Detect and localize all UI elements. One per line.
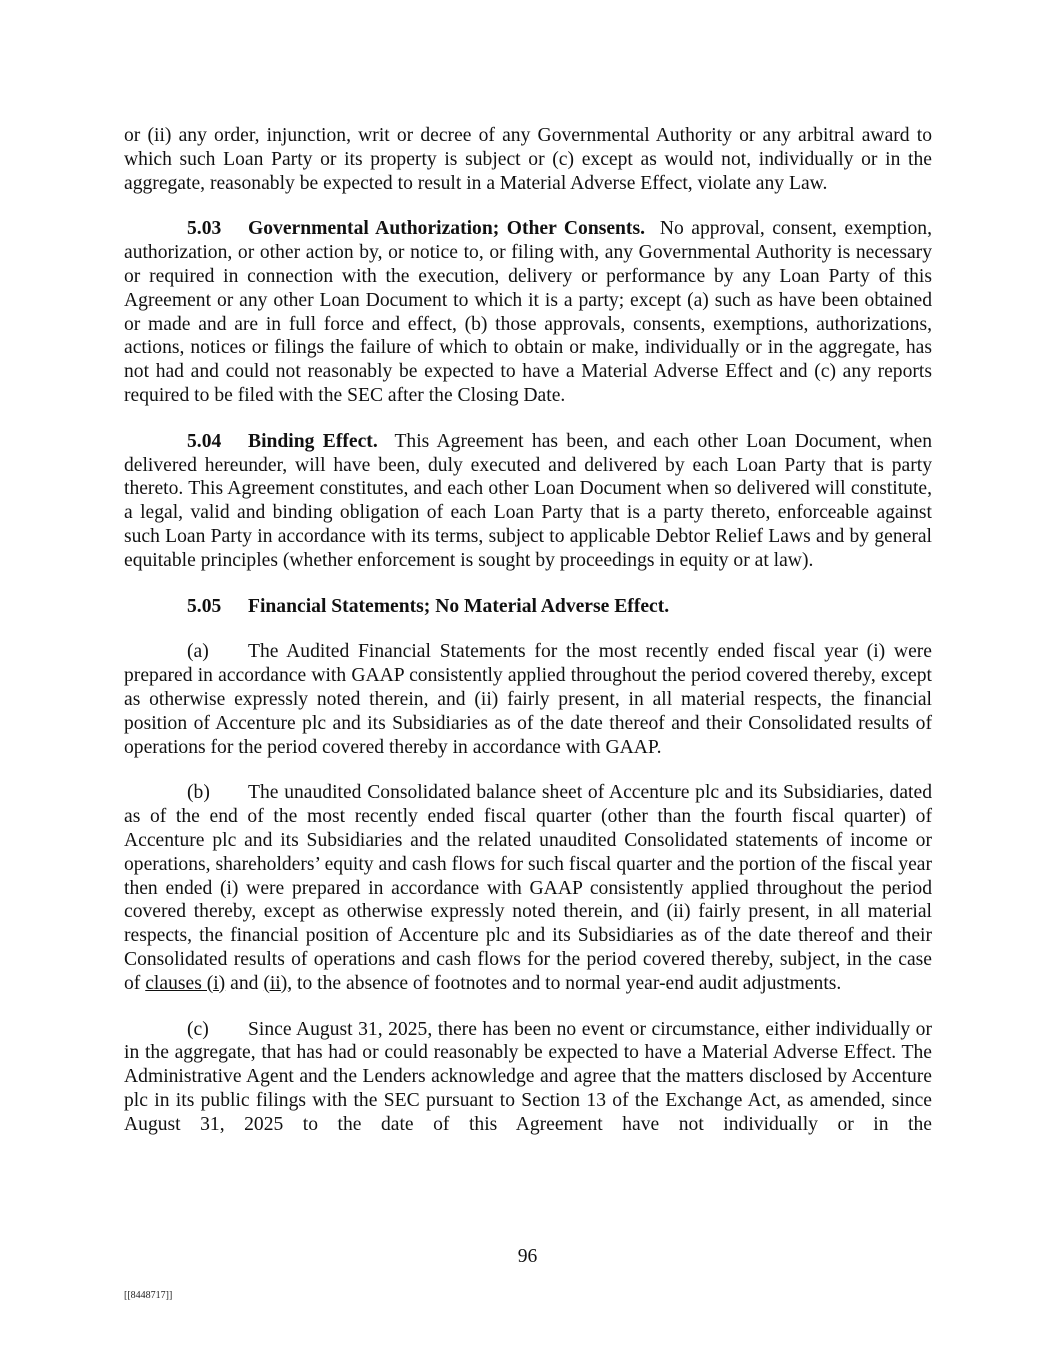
section-5-03 [124, 217, 932, 407]
section-number: 5.03 [187, 218, 222, 240]
clause-label: (b) [187, 782, 210, 804]
clause-text: The unaudited Consolidated balance sheet of Accenture plc and its Subsidiaries, dated as of the end of the most recently ended fiscal quarter (other than the fourth fiscal quarter) of Accenture plc and its Subsidiaries and the related unaudited Consolidated statements of income or operations, shareholders’ equity and cash flows for such fiscal quarter and the portion of the fiscal year then ended (i) were prepared in accordance with GAAP consistently applied throughout the period covered thereby, except as otherwise expressly noted therein, and (ii) fairly present, in all material respects, the financial position of Accenture plc and its Subsidiaries as of the date thereof and their Consolidated results of operations and cash flows for the period covered thereby, subject, in the case of [124, 782, 932, 994]
clause-text: Since August 31, 2025, there has been no event or circumstance, either individually or in the aggregate, that has had or could reasonably be expected to have a Material Adverse Effect. The Administrative Agent and the Lenders acknowledge and agree that the matters disclosed by Accenture plc in its public filings with the SEC pursuant to Section 13 of the Exchange Act, as amended, since August 31, 2025 to the date of this Agreement have not individually or in the [124, 1018, 932, 1135]
clause-label: (a) [187, 641, 209, 663]
clause-text: and [225, 972, 264, 994]
clause-text: , to the absence of footnotes and to normal year-end audit adjustments. [287, 972, 842, 994]
section-number: 5.05 [187, 595, 222, 617]
section-body: This Agreement has been, and each other Loan Document, when delivered hereunder, will have been, duly executed and delivered by each Loan Party that is party thereto. This Agreement constitutes, and each other Loan Document when so delivered will constitute, a legal, valid and binding obligation of each Loan Party that is a party thereto, enforceable against such Loan Party in accordance with its terms, subject to applicable Debtor Relief Laws and by general equitable principles (whether enforcement is sought by proceedings in equity or at law). [124, 430, 933, 571]
section-5-05-heading [124, 595, 932, 619]
section-5-04 [124, 430, 932, 573]
section-number: 5.04 [187, 430, 222, 452]
section-title: Governmental Authorization; Other Consents. [248, 218, 645, 240]
clause-label: (c) [187, 1018, 209, 1040]
continuation-paragraph: or (ii) any order, injunction, writ or decree of any Governmental Authority or any arbitral award to which such Loan Party or its property is subject or (c) except as would not, individually or in the aggregate, reasonably be expected to result in a Material Adverse Effect, violate any Law. [124, 125, 932, 194]
clause-b [124, 781, 932, 995]
clause-c [124, 1018, 932, 1137]
document-page [124, 124, 932, 1136]
section-body: No approval, consent, exemption, authorization, or other action by, or notice to, or filing with, any Governmental Authority is necessary or required in connection with the execution, delivery or performance by any Loan Party of this Agreement or any other Loan Document to which it is a party; except (a) such as have been obtained or made and are in full force and effect, (b) those approvals, consents, exemptions, authorizations, actions, notices or filings the failure of which to obtain or make, individually or in the aggregate, has not had and could not reasonably be expected to have a Material Adverse Effect and (c) any reports required to be filed with the SEC after the Closing Date. [124, 218, 932, 406]
clause-reference: (ii) [263, 972, 288, 994]
clause-text: The Audited Financial Statements for the most recently ended fiscal year (i) were prepared in accordance with GAAP consistently applied throughout the period covered thereby, except as otherwise expressly noted therein, and (ii) fairly present, in all material respects, the financial position of Accenture plc and its Subsidiaries as of the date thereof and their Consolidated results of operations for the period covered thereby in accordance with GAAP. [124, 641, 932, 758]
page-number: 96 [517, 1246, 538, 1267]
clause-reference: clauses (i) [145, 972, 226, 994]
document-id: [[8448717]] [124, 1290, 173, 1301]
clause-a [124, 640, 932, 759]
section-title: Financial Statements; No Material Adverse Effect. [248, 595, 670, 617]
section-title: Binding Effect. [248, 430, 378, 452]
